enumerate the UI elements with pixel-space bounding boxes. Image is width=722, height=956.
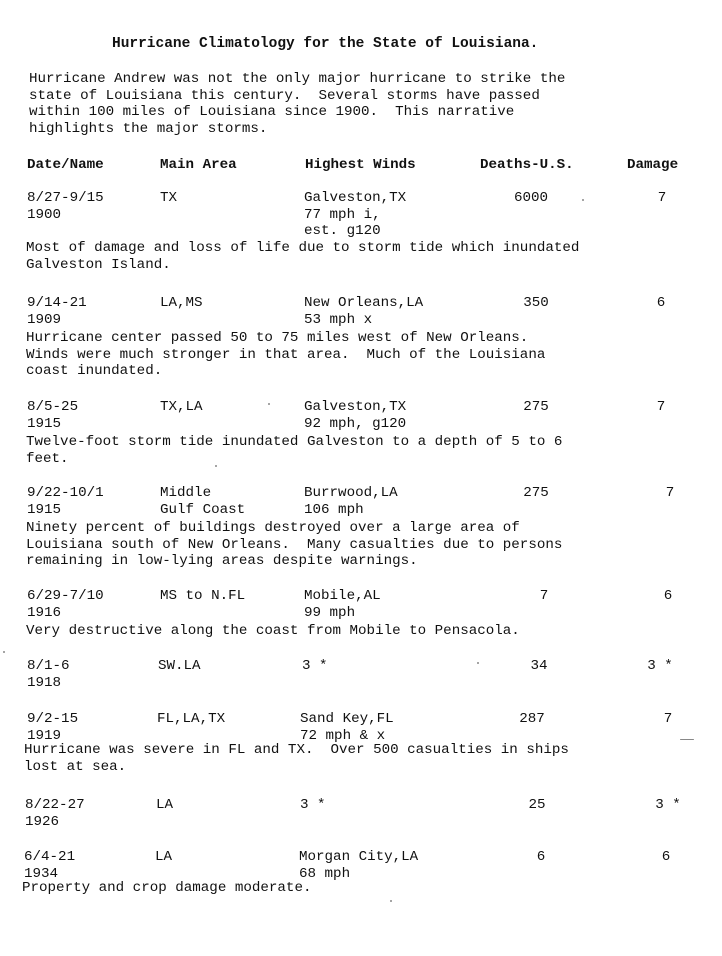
storm-entry	[0, 295, 722, 379]
storm-area: TX	[160, 190, 178, 206]
storm-entry	[0, 588, 722, 639]
storm-area: MS to N.FL	[160, 588, 246, 604]
storm-winds: Galveston,TX 77 mph i, est. g120	[304, 190, 407, 239]
storm-damage: 6	[656, 295, 666, 311]
storm-entry	[0, 658, 722, 691]
page-title: Hurricane Climatology for the State of Louisiana.	[112, 36, 539, 52]
scan-speck	[268, 403, 270, 405]
storm-damage: 7	[665, 485, 675, 501]
storm-area: Middle Gulf Coast	[160, 485, 246, 518]
scan-speck	[390, 900, 392, 902]
storm-winds: New Orleans,LA 53 mph x	[304, 295, 424, 328]
storm-damage: 6	[661, 849, 671, 865]
scan-speck	[477, 662, 479, 664]
storm-deaths: 6000	[513, 190, 549, 206]
storm-damage: 3 *	[655, 797, 681, 813]
storm-damage: 7	[656, 399, 666, 415]
storm-deaths: 350	[523, 295, 549, 311]
storm-area: LA	[156, 797, 174, 813]
storm-date: 8/22-27 1926	[25, 797, 85, 830]
storm-winds: Mobile,AL 99 mph	[304, 588, 381, 621]
storm-damage: 6	[663, 588, 673, 604]
scan-speck	[582, 199, 584, 201]
storm-deaths: 25	[528, 797, 546, 813]
storm-damage: 3 *	[647, 658, 673, 674]
scan-speck	[3, 651, 5, 653]
storm-entry	[0, 485, 722, 569]
intro-paragraph: Hurricane Andrew was not the only major hurricane to strike the state of Louisiana this century. Several storms have passed within 100 miles of Louisiana since 1900. This narrative highlights the major storms.	[29, 71, 566, 138]
storm-area: LA	[155, 849, 173, 865]
header-deaths: Deaths-U.S.	[480, 157, 574, 173]
storm-date: 9/22-10/1 1915	[27, 485, 104, 518]
storm-date: 9/2-15 1919	[27, 711, 79, 744]
storm-date: 6/29-7/10 1916	[27, 588, 104, 621]
storm-date: 8/5-25 1915	[27, 399, 79, 432]
header-winds: Highest Winds	[305, 157, 416, 173]
storm-note: Hurricane center passed 50 to 75 miles west of New Orleans. Winds were much stronger in that area. Much of the Louisiana coast inundated.	[26, 330, 546, 379]
storm-note: Most of damage and loss of life due to storm tide which inundated Galveston Island.	[26, 240, 580, 273]
storm-date: 6/4-21 1934	[24, 849, 76, 882]
storm-winds: 3 *	[302, 658, 328, 674]
storm-entry	[0, 190, 722, 273]
storm-note: Hurricane was severe in FL and TX. Over 500 casualties in ships lost at sea.	[24, 742, 569, 775]
storm-winds: Morgan City,LA 68 mph	[299, 849, 419, 882]
storm-entry	[0, 797, 722, 830]
storm-date: 8/27-9/15 1900	[27, 190, 104, 223]
scan-speck	[680, 739, 694, 740]
storm-winds: 3 *	[300, 797, 326, 813]
storm-area: SW.LA	[158, 658, 201, 674]
storm-winds: Sand Key,FL 72 mph & x	[300, 711, 394, 744]
storm-note: Property and crop damage moderate.	[22, 880, 312, 896]
storm-deaths: 7	[539, 588, 549, 604]
header-area: Main Area	[160, 157, 237, 173]
storm-entry	[0, 849, 722, 896]
storm-deaths: 275	[523, 399, 549, 415]
header-damage: Damage	[627, 157, 679, 173]
storm-deaths: 6	[536, 849, 546, 865]
storm-area: TX,LA	[160, 399, 203, 415]
storm-winds: Burrwood,LA 106 mph	[304, 485, 398, 518]
header-date: Date/Name	[27, 157, 104, 173]
storm-deaths: 287	[519, 711, 545, 727]
storm-entry	[0, 399, 722, 467]
scan-speck	[215, 465, 217, 467]
storm-date: 8/1-6 1918	[27, 658, 70, 691]
storm-winds: Galveston,TX 92 mph, g120	[304, 399, 407, 432]
storm-damage: 7	[657, 190, 667, 206]
storm-deaths: 275	[523, 485, 549, 501]
storm-date: 9/14-21 1909	[27, 295, 87, 328]
storm-deaths: 34	[530, 658, 548, 674]
storm-note: Twelve-foot storm tide inundated Galveston to a depth of 5 to 6 feet.	[26, 434, 563, 467]
storm-damage: 7	[663, 711, 673, 727]
storm-entry	[0, 711, 722, 775]
storm-area: FL,LA,TX	[157, 711, 226, 727]
storm-area: LA,MS	[160, 295, 203, 311]
storm-note: Ninety percent of buildings destroyed over a large area of Louisiana south of New Orleans. Many casualties due to persons remaining in low-lying areas despite warnings.	[26, 520, 563, 569]
storm-note: Very destructive along the coast from Mobile to Pensacola.	[26, 623, 520, 639]
